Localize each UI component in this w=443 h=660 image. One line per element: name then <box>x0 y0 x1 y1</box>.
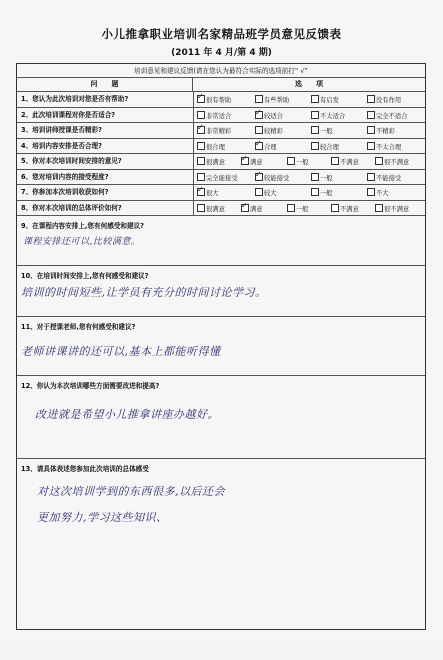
option-checkbox[interactable] <box>331 157 359 167</box>
checked-box-icon <box>197 126 205 134</box>
option-group <box>195 108 423 123</box>
option-checkbox[interactable] <box>241 157 263 167</box>
header-options: 选 项 <box>295 80 323 88</box>
empty-box-icon <box>255 188 263 196</box>
option-label: 较适合 <box>264 112 283 120</box>
column-divider <box>193 123 194 138</box>
option-checkbox[interactable] <box>331 204 359 214</box>
column-divider <box>193 185 194 200</box>
form-title: 小儿推拿职业培训名家精品班学员意见反馈表 <box>101 27 342 41</box>
open-question-label: 10、在培训时间安排上,您有何感受和建议? <box>21 272 149 280</box>
option-label: 较精彩 <box>264 128 283 135</box>
open-question-row <box>17 216 425 266</box>
empty-box-icon <box>331 204 339 212</box>
empty-box-icon <box>255 126 263 134</box>
empty-box-icon <box>311 188 319 196</box>
empty-box-icon <box>311 173 319 181</box>
question-label: 1、您认为此次培训对您是否有帮助? <box>21 95 129 103</box>
option-label: 非常精彩 <box>206 128 232 135</box>
handwritten-answer: 更加努力,学习这些知识、 <box>37 511 168 524</box>
column-divider <box>193 108 194 123</box>
option-checkbox[interactable] <box>197 126 231 136</box>
option-group <box>195 154 423 169</box>
option-label: 不能接受 <box>376 174 402 182</box>
column-divider <box>193 92 194 107</box>
question-label: 2、此次培训课程对你是否适合? <box>21 110 116 119</box>
handwritten-answer: 改进就是希望小儿推拿讲座办越好。 <box>35 408 219 421</box>
question-row <box>17 108 425 124</box>
empty-box-icon <box>197 157 205 165</box>
option-group <box>195 201 423 216</box>
checked-box-icon <box>255 111 263 119</box>
option-group <box>195 170 423 185</box>
option-checkbox[interactable] <box>197 173 237 183</box>
option-checkbox[interactable] <box>197 157 225 167</box>
column-divider <box>193 154 194 169</box>
question-label: 5、你对本次培训时间安排的意见? <box>21 157 122 165</box>
option-label: 很满意 <box>206 205 225 213</box>
empty-box-icon <box>197 204 205 212</box>
option-label: 有启发 <box>320 97 339 104</box>
option-label: 完全能接受 <box>206 174 238 182</box>
option-checkbox[interactable] <box>241 204 263 214</box>
empty-box-icon <box>311 142 319 150</box>
empty-box-icon <box>367 95 375 103</box>
checked-box-icon <box>255 173 263 181</box>
empty-box-icon <box>287 157 295 165</box>
checked-box-icon <box>241 157 249 165</box>
handwritten-answer: 对这次培训学到的东西很多,以后还会 <box>37 485 225 498</box>
option-label: 不精彩 <box>376 128 395 135</box>
option-checkbox[interactable] <box>311 126 333 136</box>
empty-box-icon <box>311 111 319 119</box>
option-checkbox[interactable] <box>367 111 407 121</box>
handwritten-answer: 培训的时间短些,让学员有充分的时间讨论学习。 <box>21 286 267 299</box>
question-row <box>17 139 425 155</box>
checked-box-icon <box>255 142 263 150</box>
empty-box-icon <box>375 157 383 165</box>
empty-box-icon <box>367 188 375 196</box>
option-label: 一般 <box>320 190 333 197</box>
option-checkbox[interactable] <box>367 142 401 152</box>
instruction-row: 培训意见和建议反馈(请在您认为最符合实际的选项前打“ √” <box>17 64 425 78</box>
option-label: 很有帮助 <box>206 97 232 104</box>
option-checkbox[interactable] <box>311 111 345 121</box>
option-checkbox[interactable] <box>311 173 333 183</box>
column-divider <box>193 170 194 185</box>
empty-box-icon <box>331 157 339 165</box>
option-checkbox[interactable] <box>287 157 309 167</box>
option-checkbox[interactable] <box>287 204 309 214</box>
option-group <box>195 123 423 138</box>
empty-box-icon <box>311 126 319 134</box>
empty-box-icon <box>311 95 319 103</box>
option-label: 满意 <box>250 205 263 213</box>
option-label: 非常适合 <box>206 112 232 120</box>
option-label: 很不满意 <box>384 159 410 166</box>
option-checkbox[interactable] <box>255 142 277 152</box>
option-label: 一般 <box>320 128 333 135</box>
option-checkbox[interactable] <box>255 126 283 136</box>
question-row <box>17 154 425 170</box>
handwritten-answer: 老师讲课讲的还可以,基本上都能听得懂 <box>21 345 221 358</box>
option-checkbox[interactable] <box>197 204 225 214</box>
checked-box-icon <box>197 95 205 103</box>
option-label: 一般 <box>296 205 309 213</box>
option-checkbox[interactable] <box>197 111 231 121</box>
option-checkbox[interactable] <box>375 157 409 167</box>
question-label: 6、您对培训内容的接受程度? <box>21 172 109 181</box>
column-divider <box>193 201 194 216</box>
column-divider <box>193 139 194 154</box>
question-row <box>17 92 425 108</box>
open-question-label: 13、请具体表述您参加此次培训的总体感受 <box>21 465 149 473</box>
question-label: 3、培训讲师授课是否精彩? <box>21 126 102 134</box>
question-row <box>17 201 425 217</box>
option-label: 不大 <box>376 190 389 197</box>
option-label: 不太合理 <box>376 143 402 151</box>
empty-box-icon <box>197 142 205 150</box>
option-checkbox[interactable] <box>367 173 401 183</box>
open-question-row <box>17 376 425 459</box>
option-checkbox[interactable] <box>197 95 231 105</box>
option-checkbox[interactable] <box>197 188 219 198</box>
option-checkbox[interactable] <box>311 142 339 152</box>
open-question-row <box>17 317 425 376</box>
option-label: 合理 <box>264 143 277 151</box>
option-label: 很满意 <box>206 159 225 166</box>
question-label: 8、你对本次培训的总体评价如何? <box>21 203 122 212</box>
empty-box-icon <box>367 142 375 150</box>
option-checkbox[interactable] <box>255 111 283 121</box>
option-checkbox[interactable] <box>367 95 401 105</box>
option-label: 较能接受 <box>264 174 290 182</box>
open-question-row <box>17 266 425 317</box>
option-checkbox[interactable] <box>311 95 339 105</box>
open-question-label: 11、对于授课老师,您有何感受和建议? <box>21 323 136 331</box>
empty-box-icon <box>367 111 375 119</box>
option-label: 一般 <box>296 159 309 166</box>
option-group <box>195 139 423 154</box>
option-label: 没有作用 <box>376 97 402 104</box>
option-label: 一般 <box>320 174 333 182</box>
feedback-table <box>16 63 426 630</box>
open-question-row <box>17 459 425 660</box>
option-label: 满意 <box>250 159 263 166</box>
header-question: 问 题 <box>17 78 193 92</box>
option-label: 不太适合 <box>320 112 346 120</box>
option-checkbox[interactable] <box>255 173 289 183</box>
empty-box-icon <box>367 126 375 134</box>
empty-box-icon <box>197 173 205 181</box>
header-row <box>17 78 425 92</box>
empty-box-icon <box>255 95 263 103</box>
option-label: 较大 <box>264 190 277 197</box>
option-label: 很合理 <box>206 143 225 151</box>
option-group <box>195 92 423 107</box>
option-label: 不满意 <box>340 205 359 213</box>
option-checkbox[interactable] <box>375 204 409 214</box>
option-checkbox[interactable] <box>367 188 389 198</box>
option-checkbox[interactable] <box>311 188 333 198</box>
option-group <box>195 185 423 200</box>
handwritten-answer: 课程安排还可以,比较满意。 <box>23 237 141 247</box>
option-checkbox[interactable] <box>367 126 395 136</box>
question-label: 7、你参加本次培训收获如何? <box>21 188 109 196</box>
question-row <box>17 123 425 139</box>
question-label: 4、培训内容安排是否合理? <box>21 141 102 150</box>
empty-box-icon <box>375 204 383 212</box>
option-checkbox[interactable] <box>255 188 277 198</box>
option-label: 很不满意 <box>384 205 410 213</box>
question-row <box>17 170 425 186</box>
open-question-label: 9、在课程内容安排上,您有何感受和建议? <box>21 222 145 230</box>
option-checkbox[interactable] <box>197 142 225 152</box>
checked-box-icon <box>197 188 205 196</box>
question-row <box>17 185 425 201</box>
checked-box-icon <box>241 204 249 212</box>
empty-box-icon <box>367 173 375 181</box>
empty-box-icon <box>287 204 295 212</box>
option-checkbox[interactable] <box>255 95 289 105</box>
open-question-label: 12、你认为本次培训哪些方面需要改进和提高? <box>21 382 160 390</box>
option-label: 有些帮助 <box>264 97 290 104</box>
option-label: 完全不适合 <box>376 112 408 120</box>
empty-box-icon <box>197 111 205 119</box>
option-label: 很大 <box>206 190 219 197</box>
option-label: 较合理 <box>320 143 339 151</box>
form-subtitle: (2011 年 4 月/第 4 期) <box>171 48 272 58</box>
option-label: 不满意 <box>340 159 359 166</box>
